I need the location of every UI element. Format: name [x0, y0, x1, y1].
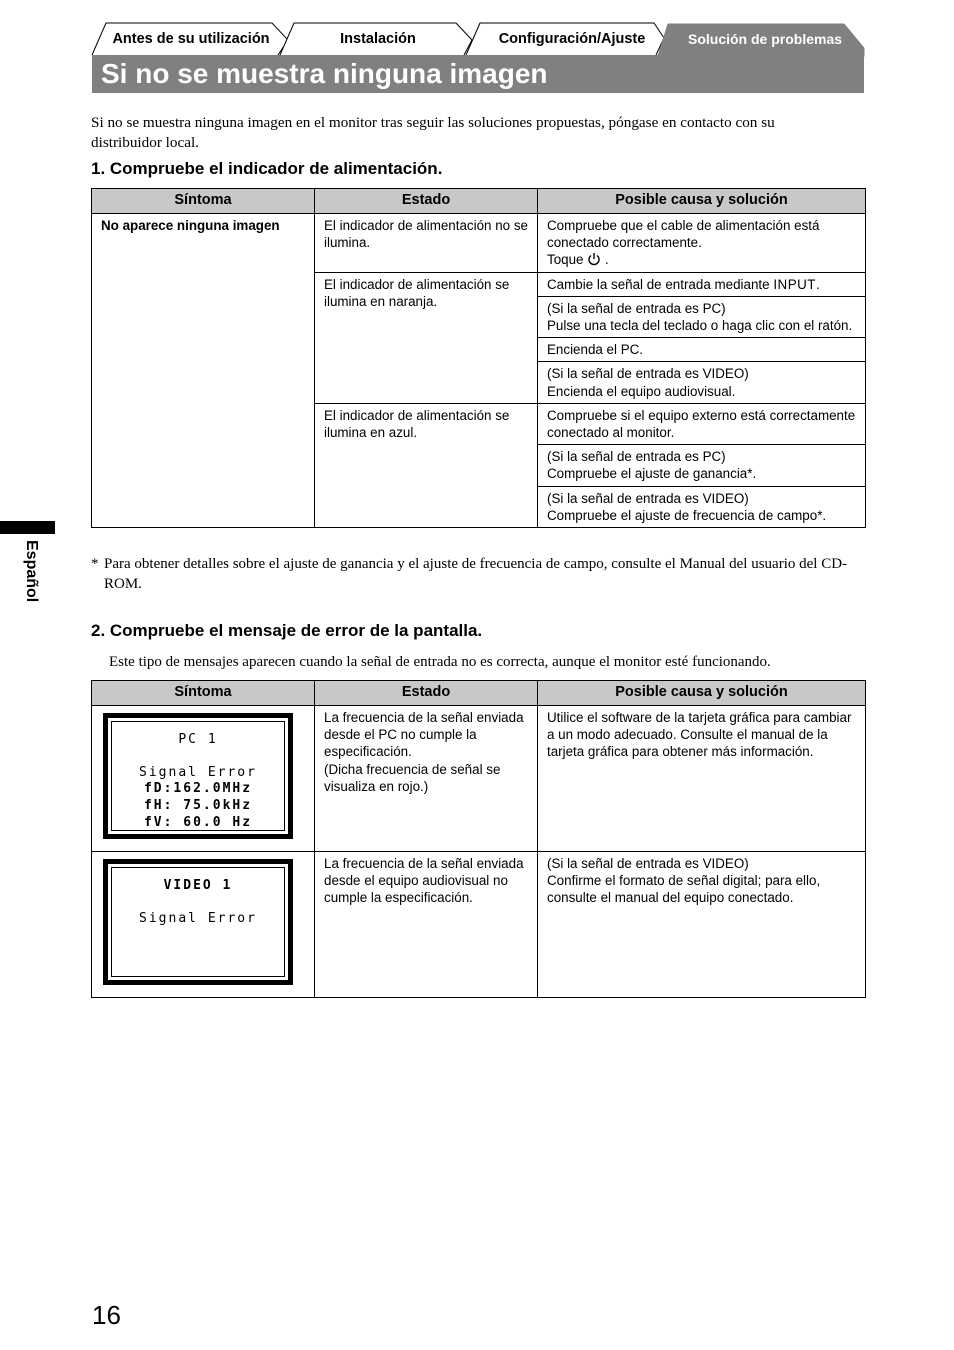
language-label: [22, 540, 42, 620]
solution-cell: Compruebe si el equipo externo está correctamente conectado al monitor.: [538, 403, 866, 444]
state-cell: La frecuencia de la señal enviada desde el equipo audiovisual no cumple la especificación.: [315, 852, 538, 998]
footnote-mark: *: [91, 556, 99, 572]
solution-cell: [538, 486, 866, 527]
solution-text: Compruebe que el cable de alimentación está conectado correctamente.: [547, 218, 820, 251]
solution-cell: Utilice el software de la tarjeta gráfica para cambiar a un modo adecuado. Consulte el manual de la tarjeta gráfica para obtener más información.: [538, 706, 866, 852]
section2-heading: 2. Compruebe el mensaje de error de la pantalla.: [91, 621, 483, 640]
section1-heading: 1. Compruebe el indicador de alimentación.: [91, 159, 443, 178]
table-row: [92, 214, 866, 273]
solution-cell: [538, 362, 866, 403]
col-header-symptom: Síntoma: [92, 681, 315, 706]
solution-text: Encienda el equipo audiovisual.: [547, 383, 736, 399]
symptom-cell: No aparece ninguna imagen: [92, 214, 315, 528]
tab-antes-label: Antes de su utilización: [112, 31, 270, 47]
tab-solucion-label: Solución de problemas: [687, 31, 843, 47]
solution-text: Compruebe el ajuste de frecuencia de campo*.: [547, 507, 827, 523]
solution-cell: Cambie la señal de entrada mediante INPUT.: [538, 272, 866, 296]
tab-configuracion[interactable]: [466, 22, 666, 56]
table-header-row: [92, 681, 866, 706]
language-label-text: Español: [23, 540, 40, 603]
solution-text: Toque: [547, 252, 584, 268]
solution-text: Pulse una tecla del teclado o haga clic con el ratón.: [547, 318, 853, 334]
section-tab-bar: [92, 22, 864, 56]
state-cell: El indicador de alimentación se ilumina en naranja.: [315, 272, 538, 403]
screen-input-label: PC 1: [178, 732, 218, 747]
screen-error-text: Signal Error: [139, 765, 257, 780]
state-cell: El indicador de alimentación no se ilumina.: [315, 214, 538, 273]
title-bar: [92, 55, 864, 93]
monitor-screen-pc: [103, 713, 293, 839]
state-cell: El indicador de alimentación se ilumina en azul.: [315, 403, 538, 527]
col-header-symptom: Síntoma: [92, 189, 315, 214]
error-message-table: [91, 680, 866, 998]
power-indicator-table: [91, 188, 866, 528]
intro-paragraph: Si no se muestra ninguna imagen en el monitor tras seguir las soluciones propuestas, póngase en contacto con su distribuidor local.: [91, 114, 775, 151]
solution-cell: [538, 445, 866, 486]
screen-error-text: Signal Error: [139, 911, 257, 926]
solution-text: Cambie la señal de entrada mediante: [547, 276, 770, 292]
solution-cell: (Si la señal de entrada es VIDEO) Confirme el formato de señal digital; para ello, consulte el manual del equipo conectado.: [538, 852, 866, 998]
state-cell: La frecuencia de la señal enviada desde el PC no cumple la especificación. (Dicha frecuencia de señal se visualiza en rojo.): [315, 706, 538, 852]
footnote-text: Para obtener detalles sobre el ajuste de ganancia y el ajuste de frecuencia de campo, consulte el Manual del usuario del CD-ROM.: [104, 556, 848, 592]
solution-cell: [538, 296, 866, 337]
solution-text: (Si la señal de entrada es VIDEO): [547, 366, 749, 382]
col-header-solution: Posible causa y solución: [538, 681, 866, 706]
tab-instalacion[interactable]: [280, 22, 476, 56]
table-row: [92, 706, 866, 852]
solution-text: .: [604, 252, 609, 268]
solution-text: Compruebe el ajuste de ganancia*.: [547, 466, 757, 482]
monitor-screen-video: [103, 859, 293, 985]
table-row: [92, 852, 866, 998]
screen-input-label: VIDEO 1: [163, 878, 233, 893]
page-title: Si no se muestra ninguna imagen: [101, 58, 548, 89]
tab-configuracion-label: Configuración/Ajuste: [498, 31, 646, 47]
solution-cell: [538, 214, 866, 273]
col-header-state: Estado: [315, 681, 538, 706]
power-icon: [587, 252, 601, 266]
tab-solucion[interactable]: [658, 22, 864, 56]
col-header-solution: Posible causa y solución: [538, 189, 866, 214]
symptom-cell: [92, 706, 315, 852]
section2-subtitle: Este tipo de mensajes aparecen cuando la señal de entrada no es correcta, aunque el monitor esté funcionando.: [109, 654, 771, 670]
solution-cell: Encienda el PC.: [538, 338, 866, 362]
symptom-cell: [92, 852, 315, 998]
solution-text: (Si la señal de entrada es PC): [547, 449, 726, 465]
tab-instalacion-label: Instalación: [340, 31, 416, 47]
table-header-row: [92, 189, 866, 214]
page-number: 16: [92, 1300, 121, 1330]
input-button-label: INPUT: [773, 276, 816, 292]
solution-text: (Si la señal de entrada es VIDEO): [547, 490, 749, 506]
language-marker-bar: [0, 521, 55, 534]
screen-fd-value: fD:162.0MHz: [143, 781, 253, 796]
solution-text: (Si la señal de entrada es PC): [547, 300, 726, 316]
screen-fh-value: fH: 75.0kHz: [143, 798, 253, 813]
tab-antes[interactable]: [92, 22, 290, 56]
col-header-state: Estado: [315, 189, 538, 214]
screen-fv-value: fV: 60.0 Hz: [143, 815, 253, 830]
